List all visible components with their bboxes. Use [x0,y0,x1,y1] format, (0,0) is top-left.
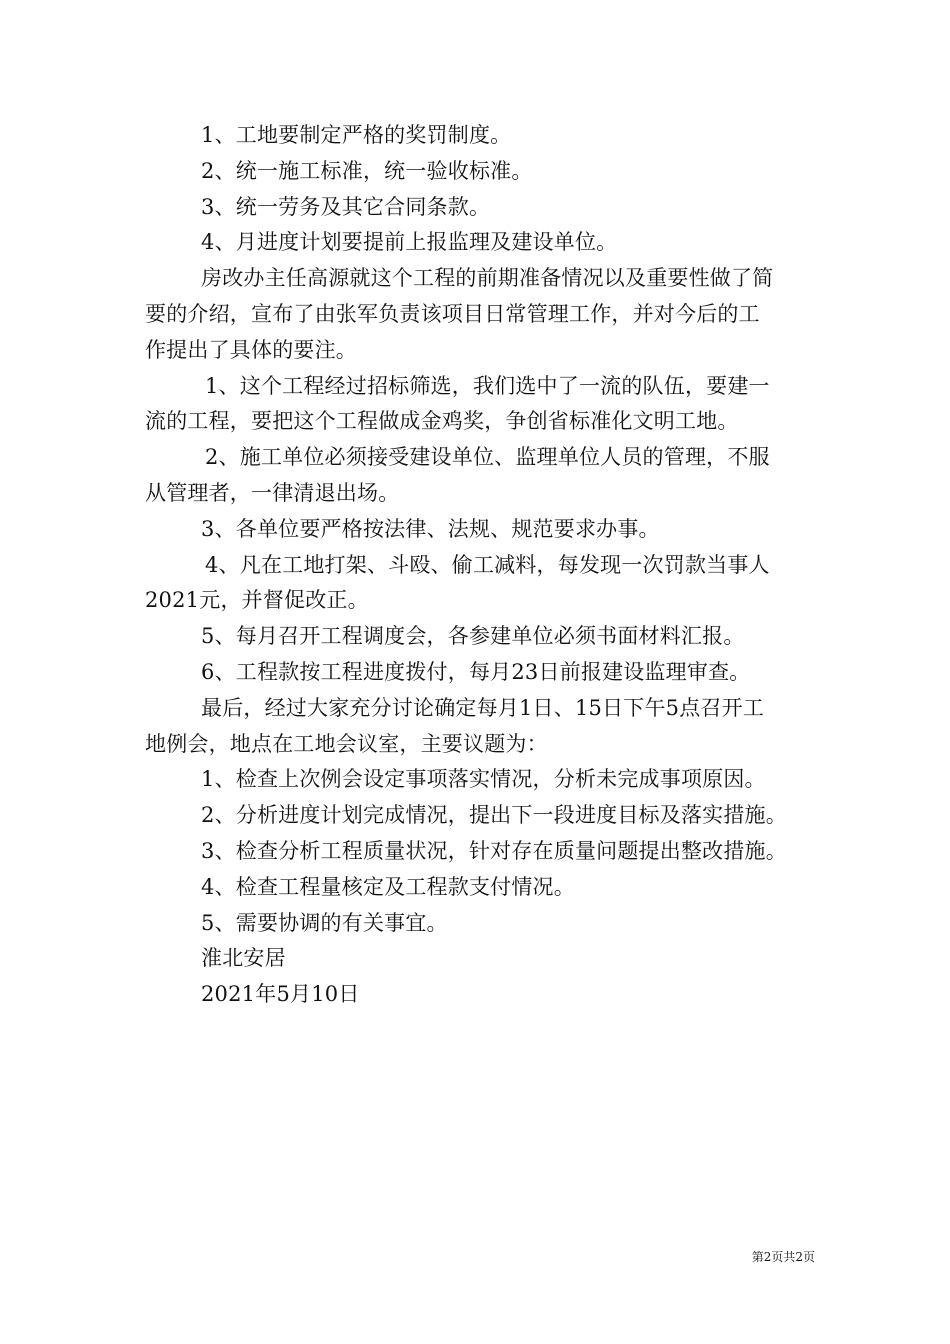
document-body [145,118,815,1013]
paragraph-line: 5、每月召开工程调度会，各参建单位必须书面材料汇报。 [201,624,745,649]
paragraph-line: 2、施工单位必须接受建设单位、监理单位人员的管理，不服 [205,445,770,470]
paragraph-line: 作提出了具体的要注。 [145,337,357,362]
paragraph-line: 地例会，地点在工地会议室，主要议题为： [145,731,548,756]
paragraph-line: 流的工程，要把这个工程做成金鸡奖，争创省标准化文明工地。 [145,409,739,434]
paragraph-line: 3、检查分析工程质量状况，针对存在质量问题提出整改措施。 [201,838,787,863]
paragraph-line: 2021元，并督促改正。 [145,588,369,613]
signature-date: 2021年5月10日 [201,982,360,1007]
paragraph-line: 4、检查工程量核定及工程款支付情况。 [201,874,575,899]
paragraph-line: 5、需要协调的有关事宜。 [201,910,448,935]
paragraph-line: 房改办主任高源就这个工程的前期准备情况以及重要性做了简 [201,266,774,291]
paragraph-line: 6、工程款按工程进度拨付，每月23日前报建设监理审查。 [201,659,751,684]
paragraph-line: 4、凡在工地打架、斗殴、偷工减料，每发现一次罚款当事人 [205,552,770,577]
paragraph-line: 2、分析进度计划完成情况，提出下一段进度目标及落实措施。 [201,803,787,828]
paragraph-line: 1、这个工程经过招标筛选，我们选中了一流的队伍，要建一 [205,373,770,398]
paragraph-line: 1、工地要制定严格的奖罚制度。 [201,123,512,147]
paragraph-line: 2、统一施工标准，统一验收标准。 [201,158,533,183]
page-number-footer: 第2页共2页 [751,1250,815,1264]
paragraph-line: 4、月进度计划要提前上报监理及建设单位。 [201,230,618,255]
signature-organization: 淮北安居 [201,946,286,971]
paragraph-line: 3、统一劳务及其它合同条款。 [201,194,491,219]
paragraph-line: 1、检查上次例会设定事项落实情况，分析未完成事项原因。 [201,767,766,792]
paragraph-line: 从管理者，一律清退出场。 [145,480,400,505]
paragraph-line: 要的介绍，宣布了由张军负责该项目日常管理工作，并对今后的工 [145,301,760,326]
paragraph-line: 3、各单位要严格按法律、法规、规范要求办事。 [201,516,660,541]
paragraph-line: 最后，经过大家充分讨论确定每月1日、15日下午5点召开工 [201,695,765,720]
